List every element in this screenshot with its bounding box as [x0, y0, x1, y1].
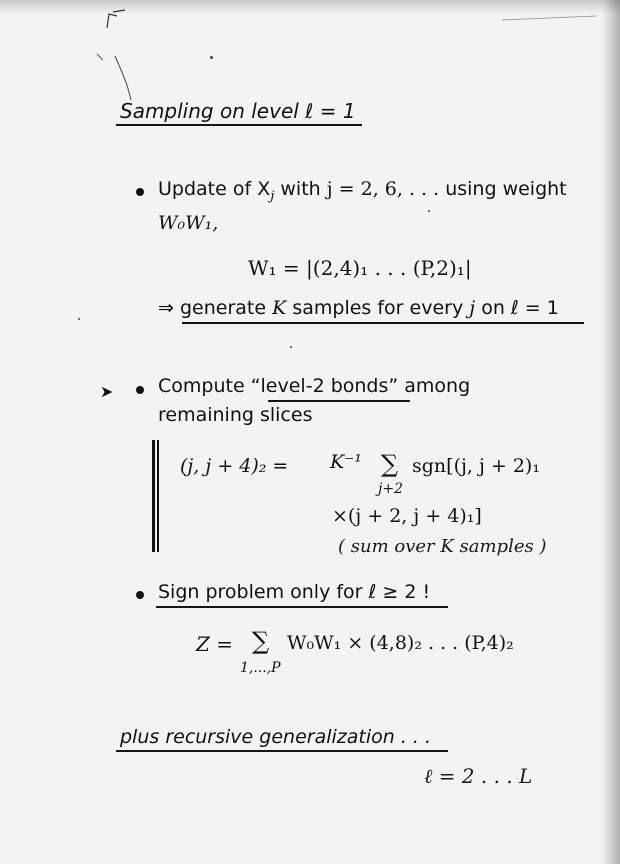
z-eq-sum-index: 1,...,P: [240, 660, 281, 676]
arrow-mark-icon: ➤: [100, 382, 114, 401]
title-underline: [116, 124, 362, 126]
pen-mark-icon: [95, 8, 155, 108]
bullet-2-line1: Compute “level-2 bonds” among: [158, 375, 471, 397]
bullet-1-conclusion: ⇒ generate K samples for every j on ℓ = 1: [158, 297, 559, 319]
bullet-1-line2: W₀W₁,: [158, 212, 219, 234]
conclusion-underline: [182, 322, 584, 324]
speck: [210, 56, 213, 59]
bullet-2-marker: [136, 386, 144, 394]
bond-eq-line2: ×(j + 2, j + 4)₁]: [332, 505, 482, 527]
handwritten-note: ( sum over K samples ): [338, 536, 547, 557]
speck: [428, 210, 430, 212]
bullet-1-line1: Update of $X_j$ with j = 2, 6, . . . using weight: [158, 178, 567, 204]
bullet-3-text: Sign problem only for ℓ ≥ 2 !: [158, 581, 431, 603]
bullet-3-marker: [136, 591, 144, 599]
bullet-1-marker: [136, 188, 144, 196]
pen-mark-top-right-icon: [500, 10, 600, 30]
handwritten-range: ℓ = 2 . . . L: [424, 764, 533, 788]
sign-problem-underline: [156, 606, 448, 608]
z-eq-rhs: W₀W₁ × (4,8)₂ . . . (P,4)₂: [287, 632, 514, 654]
bullet-2-line2: remaining slices: [158, 404, 313, 426]
bond-eq-sum-index: j+2: [378, 481, 403, 497]
z-eq-sum: ∑: [252, 627, 270, 655]
z-eq-lhs: Z =: [196, 632, 234, 656]
speck: [290, 346, 292, 348]
level2-bonds-underline: [268, 400, 410, 402]
section-title: Sampling on level ℓ = 1: [120, 99, 356, 123]
footer-text: plus recursive generalization . . .: [120, 726, 432, 748]
speck: [78, 318, 80, 320]
bracket-bar-left: [152, 440, 155, 552]
footer-underline: [116, 750, 448, 752]
bracket-bar-right: [157, 440, 159, 552]
scan-shadow-right: [602, 0, 620, 864]
bond-eq-lhs: (j, j + 4)₂ =: [180, 455, 289, 477]
bond-eq-kinv: K⁻¹: [330, 451, 362, 473]
bond-eq-sum: ∑: [381, 450, 399, 478]
bond-eq-sgn: sgn[(j, j + 2)₁: [412, 455, 540, 477]
bullet-1-equation: W₁ = |(2,4)₁ . . . (P,2)₁|: [248, 256, 472, 280]
